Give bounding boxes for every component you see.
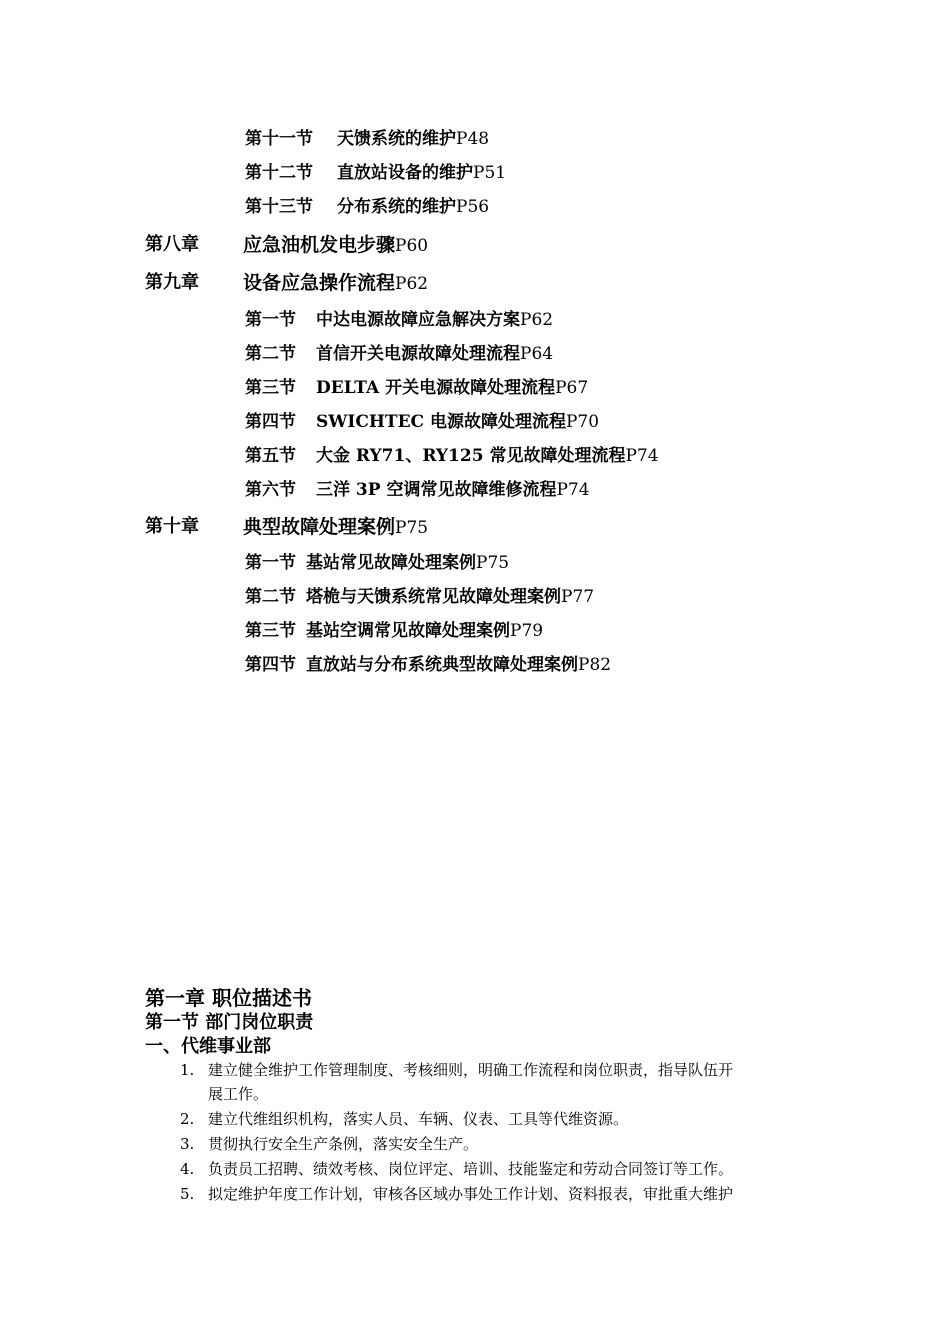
- toc-section-label: 第一节: [245, 553, 296, 573]
- toc-section-title: 直放站设备的维护: [337, 163, 473, 183]
- list-item-number: 5.: [180, 1185, 195, 1203]
- toc-page-number: P64: [520, 344, 554, 364]
- toc-page-number: P56: [456, 197, 490, 217]
- toc-section-9-6: [245, 475, 590, 500]
- toc-section-title: 直放站与分布系统典型故障处理案例: [306, 655, 578, 675]
- toc-section-9-2: [245, 339, 553, 364]
- toc-chapter-10: [145, 512, 429, 538]
- toc-page-number: P70: [565, 412, 600, 432]
- toc-section-10-4: [245, 650, 611, 675]
- toc-section-label: 第五节: [245, 446, 296, 466]
- toc-chapter-title-wrap: [243, 268, 428, 295]
- toc-section-title: 天馈系统的维护: [337, 129, 456, 149]
- toc-page-number: P75: [395, 518, 429, 538]
- list-item-text: 建立健全维护工作管理制度、考核细则，明确工作流程和岗位职责，指导队伍开: [208, 1061, 734, 1079]
- toc-chapter-title-wrap: [243, 230, 428, 257]
- list-item: [180, 1183, 733, 1204]
- list-item-number: 1.: [180, 1061, 195, 1079]
- toc-chapter-title: 应急油机发电步骤: [243, 234, 396, 256]
- toc-page-number: P62: [395, 274, 429, 294]
- toc-page-number: P77: [561, 587, 595, 607]
- toc-chapter-title: 典型故障处理案例: [243, 516, 396, 538]
- toc-section-9-5: [245, 441, 659, 466]
- toc-section-title: 分布系统的维护: [337, 197, 456, 217]
- list-item: [180, 1158, 733, 1179]
- list-item-number: 4.: [180, 1160, 195, 1178]
- toc-section-10-2: [245, 582, 594, 607]
- toc-section-10-1: [245, 548, 509, 573]
- toc-chapter-title-wrap: [243, 512, 428, 539]
- toc-section-13: [245, 192, 489, 217]
- list-item: [180, 1059, 733, 1080]
- toc-section-label: 第一节: [245, 310, 296, 330]
- toc-section-title: 大金 RY71、RY125 常见故障处理流程: [316, 446, 626, 466]
- list-item-text: 贯彻执行安全生产条例，落实安全生产。: [208, 1135, 479, 1153]
- toc-section-9-4: [245, 407, 599, 432]
- list-item-text: 建立代维组织机构，落实人员、车辆、仪表、工具等代维资源。: [208, 1110, 629, 1128]
- toc-section-title: 基站空调常见故障处理案例: [306, 621, 510, 641]
- toc-section-label: 第十二节: [245, 163, 313, 183]
- chapter-heading: 第一章 职位描述书: [145, 986, 312, 1010]
- toc-section-11: [245, 124, 489, 149]
- list-item-continuation: 展工作。: [208, 1085, 269, 1103]
- toc-section-label: 第二节: [245, 587, 296, 607]
- toc-section-title: SWICHTEC 电源故障处理流程: [316, 412, 566, 432]
- toc-page-number: P74: [625, 446, 659, 466]
- toc-section-title: 基站常见故障处理案例: [306, 553, 476, 573]
- toc-chapter-8: [145, 230, 429, 256]
- toc-section-title: DELTA 开关电源故障处理流程: [316, 378, 556, 398]
- toc-chapter-label: 第九章: [145, 272, 199, 293]
- list-item-number: 2.: [180, 1110, 195, 1128]
- toc-page-number: P60: [395, 236, 429, 256]
- toc-section-10-3: [245, 616, 543, 641]
- toc-section-label: 第三节: [245, 621, 296, 641]
- toc-page-number: P82: [578, 655, 612, 675]
- toc-chapter-label: 第八章: [145, 234, 199, 255]
- toc-section-title: 塔桅与天馈系统常见故障处理案例: [306, 587, 561, 607]
- toc-section-title: 首信开关电源故障处理流程: [316, 344, 520, 364]
- toc-section-label: 第四节: [245, 412, 296, 432]
- toc-section-9-1: [245, 305, 553, 330]
- toc-section-label: 第三节: [245, 378, 296, 398]
- toc-page-number: P75: [476, 553, 510, 573]
- list-item: [180, 1133, 478, 1154]
- toc-section-9-3: [245, 373, 588, 398]
- toc-section-label: 第六节: [245, 480, 296, 500]
- toc-chapter-9: [145, 268, 429, 294]
- toc-page-number: P48: [456, 129, 490, 149]
- list-item-text: 负责员工招聘、绩效考核、岗位评定、培训、技能鉴定和劳动合同签订等工作。: [208, 1160, 734, 1178]
- toc-page-number: P74: [556, 480, 590, 500]
- sub-heading: 一、代维事业部: [145, 1036, 271, 1057]
- section-heading: 第一节 部门岗位职责: [145, 1012, 314, 1033]
- list-item-number: 3.: [180, 1135, 195, 1153]
- toc-section-12: [245, 158, 506, 183]
- list-item-text: 拟定维护年度工作计划，审核各区域办事处工作计划、资料报表，审批重大维护: [208, 1185, 734, 1203]
- toc-section-title: 三洋 3P 空调常见故障维修流程: [316, 480, 557, 500]
- toc-page-number: P51: [473, 163, 507, 183]
- list-item: [180, 1108, 628, 1129]
- toc-page-number: P79: [510, 621, 544, 641]
- toc-section-label: 第十三节: [245, 197, 313, 217]
- toc-chapter-title: 设备应急操作流程: [243, 272, 396, 294]
- toc-chapter-label: 第十章: [145, 516, 199, 537]
- toc-section-label: 第二节: [245, 344, 296, 364]
- toc-page-number: P67: [555, 378, 589, 398]
- toc-section-label: 第十一节: [245, 129, 313, 149]
- toc-page-number: P62: [520, 310, 554, 330]
- toc-section-title: 中达电源故障应急解决方案: [316, 310, 520, 330]
- toc-section-label: 第四节: [245, 655, 296, 675]
